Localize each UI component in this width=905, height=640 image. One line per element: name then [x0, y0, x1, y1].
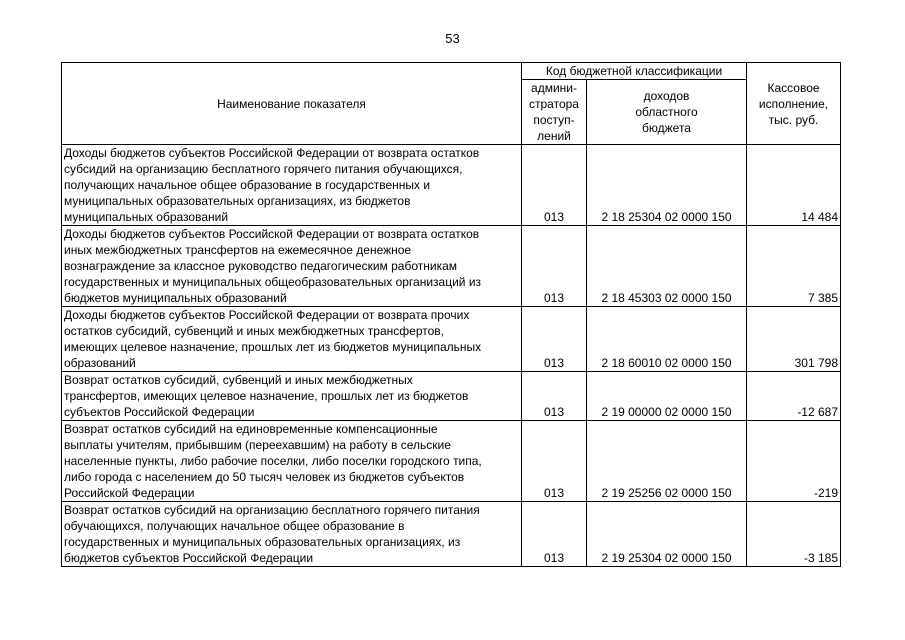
row-admin-code: 013	[522, 502, 587, 567]
table-body	[62, 145, 841, 567]
table-row	[62, 307, 841, 372]
page-number: 53	[445, 31, 460, 46]
row-amount: 301 798	[747, 307, 841, 372]
row-amount: -12 687	[747, 372, 841, 421]
row-admin-code: 013	[522, 226, 587, 307]
row-name: Возврат остатков субсидий на единовременные компенсационные выплаты учителям, прибывшим (переехавшим) на работу в сельские населенные пункты, либо рабочие поселки, либо поселки городского типа, либо города с населением до 50 тысяч человек из бюджетов субъектов Российской Федерации	[62, 421, 522, 502]
table-row	[62, 145, 841, 226]
row-name: Доходы бюджетов субъектов Российской Федерации от возврата остатков иных межбюджетных трансфертов на ежемесячное денежное вознаграждение за классное руководство педагогическим работникам государственных и муниципальных общеобразовательных организаций из бюджетов муниципальных образований	[62, 226, 522, 307]
header-name: Наименование показателя	[62, 63, 522, 145]
row-amount: -219	[747, 421, 841, 502]
budget-table	[61, 62, 841, 567]
row-income-code: 2 18 60010 02 0000 150	[587, 307, 747, 372]
row-name: Доходы бюджетов субъектов Российской Федерации от возврата остатков субсидий на организацию бесплатного горячего питания обучающихся, получающих начальное общее образование в государственных и муниципальных образовательных организациях, из бюджетов муниципальных образований	[62, 145, 522, 226]
row-amount: 14 484	[747, 145, 841, 226]
table-row	[62, 226, 841, 307]
row-name: Возврат остатков субсидий на организацию бесплатного горячего питания обучающихся, получающих начальное общее образование в государственных и муниципальных образовательных организациях, из бюджетов субъектов Российской Федерации	[62, 502, 522, 567]
table-row	[62, 502, 841, 567]
table-row	[62, 372, 841, 421]
header-admin: админи- стратора поступ- лений	[522, 80, 587, 145]
table-row	[62, 421, 841, 502]
header-row-1	[62, 63, 841, 80]
row-admin-code: 013	[522, 145, 587, 226]
row-income-code: 2 19 00000 02 0000 150	[587, 372, 747, 421]
row-income-code: 2 19 25256 02 0000 150	[587, 421, 747, 502]
row-name: Возврат остатков субсидий, субвенций и иных межбюджетных трансфертов, имеющих целевое назначение, прошлых лет из бюджетов субъектов Российской Федерации	[62, 372, 522, 421]
row-income-code: 2 18 25304 02 0000 150	[587, 145, 747, 226]
row-amount: -3 185	[747, 502, 841, 567]
row-income-code: 2 19 25304 02 0000 150	[587, 502, 747, 567]
row-income-code: 2 18 45303 02 0000 150	[587, 226, 747, 307]
header-code-group: Код бюджетной классификации	[522, 63, 747, 80]
row-amount: 7 385	[747, 226, 841, 307]
row-admin-code: 013	[522, 421, 587, 502]
row-admin-code: 013	[522, 307, 587, 372]
row-admin-code: 013	[522, 372, 587, 421]
row-name: Доходы бюджетов субъектов Российской Федерации от возврата прочих остатков субсидий, субвенций и иных межбюджетных трансфертов, имеющих целевое назначение, прошлых лет из бюджетов муниципальных образований	[62, 307, 522, 372]
header-income: доходов областного бюджета	[587, 80, 747, 145]
header-amount: Кассовое исполнение, тыс. руб.	[747, 63, 841, 145]
